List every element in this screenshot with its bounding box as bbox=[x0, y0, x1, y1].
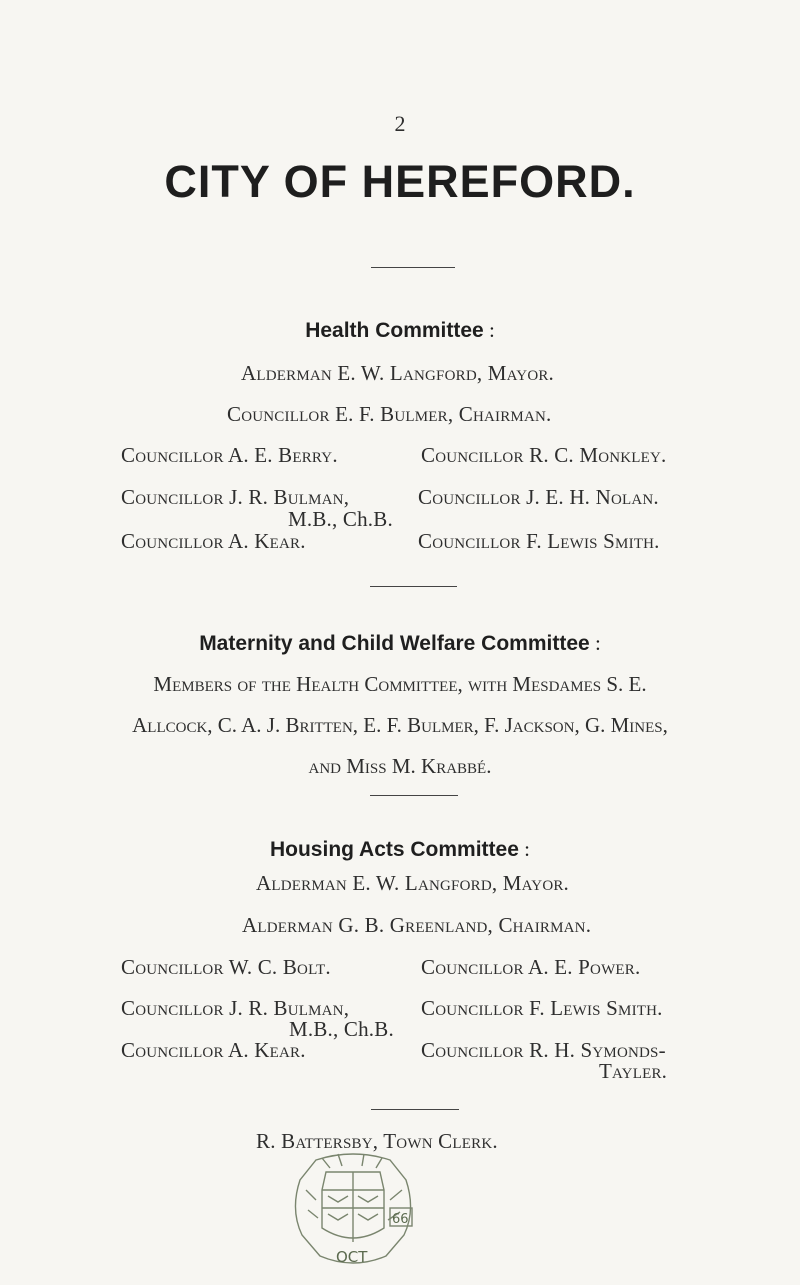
divider bbox=[370, 795, 458, 796]
health-member: Councillor F. Lewis Smith. bbox=[418, 529, 660, 553]
housing-member: Councillor A. Kear. bbox=[121, 1038, 306, 1062]
divider bbox=[370, 586, 457, 587]
housing-member: Councillor W. C. Bolt. bbox=[121, 955, 331, 979]
library-stamp bbox=[286, 1150, 421, 1268]
health-member: Councillor R. C. Monkley. bbox=[421, 443, 667, 467]
housing-chairman: Alderman G. B. Greenland, Chairman. bbox=[242, 913, 592, 937]
divider bbox=[371, 1109, 459, 1110]
housing-member: Councillor J. R. Bulman, bbox=[121, 996, 350, 1020]
maternity-members-paragraph bbox=[120, 664, 680, 787]
maternity-committee-heading: Maternity and Child Welfare Committee : bbox=[199, 631, 601, 655]
housing-committee-heading: Housing Acts Committee : bbox=[269, 837, 530, 861]
maternity-line: Members of the Health Committee, with Mesdames S. E. bbox=[153, 672, 647, 696]
page-title: CITY OF HEREFORD. bbox=[164, 156, 636, 207]
health-chairman: Councillor E. F. Bulmer, Chairman. bbox=[227, 402, 552, 426]
housing-member: Tayler. bbox=[599, 1059, 668, 1083]
housing-member: Councillor R. H. Symonds- bbox=[421, 1038, 666, 1062]
health-committee-heading: Health Committee : bbox=[305, 318, 495, 342]
housing-member: Councillor A. E. Power. bbox=[421, 955, 641, 979]
health-member: Councillor J. R. Bulman, bbox=[121, 485, 350, 509]
housing-member: Councillor F. Lewis Smith. bbox=[421, 996, 663, 1020]
maternity-line: Allcock, C. A. J. Britten, E. F. Bulmer, F. Jackson, G. Mines, bbox=[132, 713, 668, 737]
housing-member-degree: M.B., Ch.B. bbox=[289, 1017, 394, 1041]
page-number: 2 bbox=[394, 111, 406, 136]
housing-mayor: Alderman E. W. Langford, Mayor. bbox=[256, 871, 570, 895]
divider bbox=[371, 267, 455, 268]
maternity-line: and Miss M. Krabbé. bbox=[308, 754, 492, 778]
health-member: Councillor J. E. H. Nolan. bbox=[418, 485, 659, 509]
health-mayor: Alderman E. W. Langford, Mayor. bbox=[241, 361, 555, 385]
stamp-date: OCT bbox=[336, 1248, 368, 1266]
health-member: Councillor A. E. Berry. bbox=[121, 443, 338, 467]
town-clerk: R. Battersby, Town Clerk. bbox=[256, 1129, 498, 1153]
health-member-degree: M.B., Ch.B. bbox=[288, 507, 393, 531]
stamp-number: 66 bbox=[392, 1212, 409, 1227]
health-member: Councillor A. Kear. bbox=[121, 529, 306, 553]
